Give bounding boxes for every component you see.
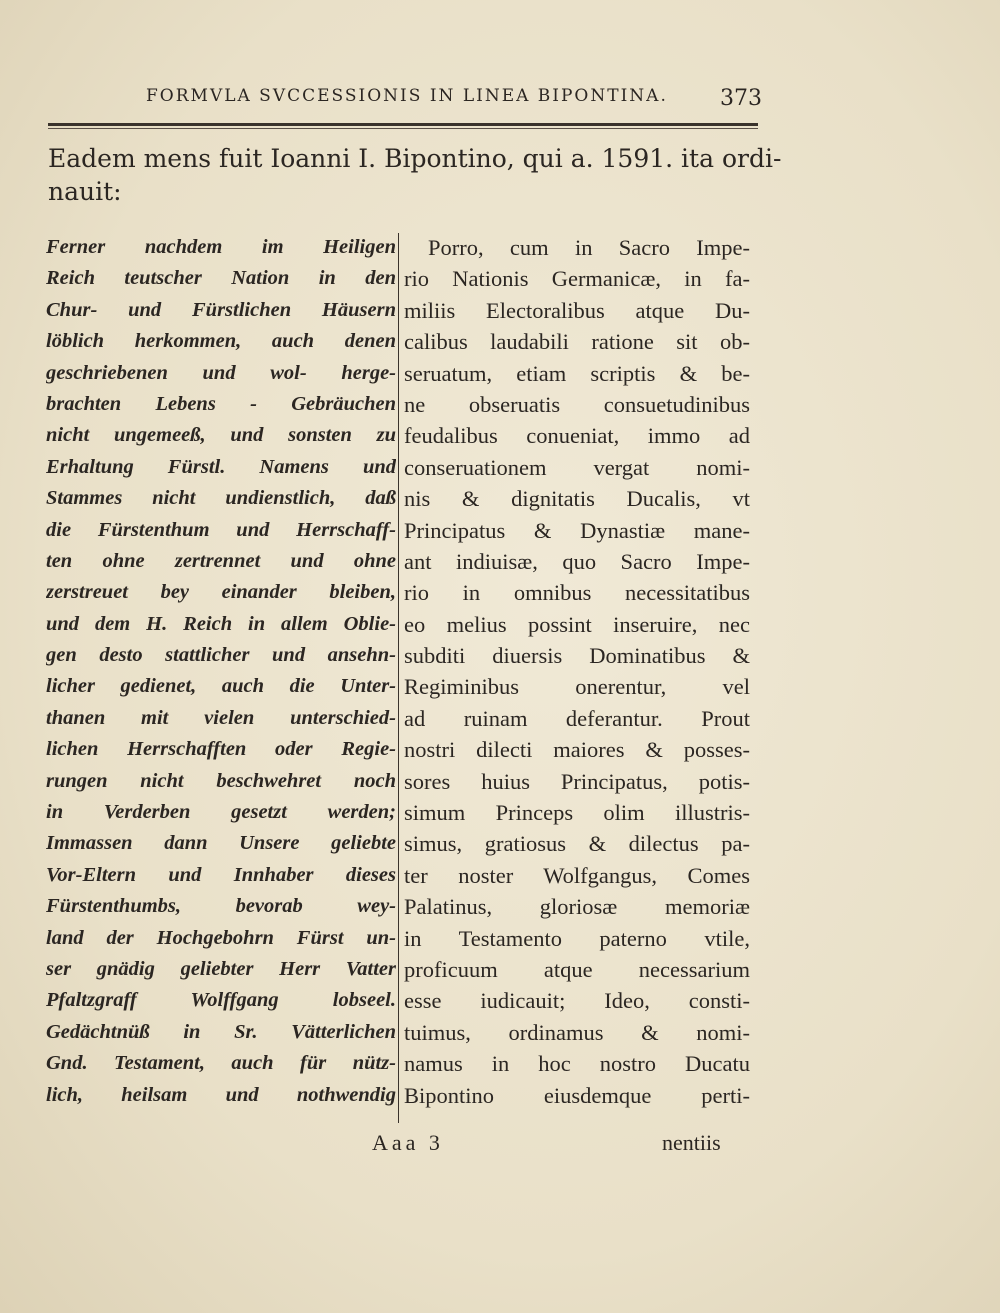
german-text-line: Ferner nachdem im Heiligen <box>46 236 396 258</box>
latin-text-column <box>404 232 750 1111</box>
column-divider <box>398 233 399 1123</box>
intro-line-2: nauit: <box>48 177 122 206</box>
german-text-line: gen desto stattlicher und ansehn- <box>46 644 396 667</box>
german-text-line: brachten Lebens - Gebräuchen <box>46 392 396 415</box>
german-text-line: thanen mit vielen unterschied- <box>46 706 396 729</box>
latin-text-line: ne obseruatis consuetudinibus <box>404 391 750 417</box>
latin-text-line: conseruationem vergat nomi- <box>404 454 750 480</box>
latin-text-line: sores huius Principatus, potis- <box>404 768 750 794</box>
german-text-column <box>46 232 396 1111</box>
german-text-line: zerstreuet bey einander bleiben, <box>46 581 396 604</box>
german-text-line: Gnd. Testament, auch für nütz- <box>46 1052 396 1075</box>
german-text-line: lich, heilsam und nothwendig <box>46 1083 396 1106</box>
latin-text-line: seruatum, etiam scriptis & be- <box>404 360 750 386</box>
latin-text-line: simum Princeps olim illustris- <box>404 800 750 826</box>
latin-text-line: nis & dignitatis Ducalis, vt <box>404 486 750 512</box>
latin-text-line: eo melius possint inseruire, nec <box>404 611 750 637</box>
latin-text-line: proficuum atque necessarium <box>404 956 750 982</box>
german-text-line: Stammes nicht undienstlich, daß <box>46 487 396 510</box>
catchword: nentiis <box>662 1130 721 1155</box>
latin-text-line: rio Nationis Germanicæ, in fa- <box>404 266 750 292</box>
german-text-line: Immassen dann Unsere geliebte <box>46 832 396 855</box>
german-text-line: Fürstenthumbs, bevorab wey- <box>46 895 396 918</box>
german-text-line: land der Hochgebohrn Fürst un- <box>46 926 396 949</box>
german-text-line: lichen Herrschafften oder Regie- <box>46 738 396 761</box>
latin-text-line: subditi diuersis Dominatibus & <box>404 643 750 669</box>
german-text-line: die Fürstenthum und Herrschaff- <box>46 518 396 541</box>
german-text-line: rungen nicht beschwehret noch <box>46 769 396 792</box>
latin-text-line: tuimus, ordinamus & nomi- <box>404 1019 750 1045</box>
latin-text-line: simus, gratiosus & dilectus pa- <box>404 831 750 857</box>
latin-text-line: Porro, cum in Sacro Impe- <box>428 235 750 260</box>
latin-text-line: calibus laudabili ratione sit ob- <box>404 329 750 355</box>
latin-text-line: namus in hoc nostro Ducatu <box>404 1051 750 1077</box>
latin-text-line: ad ruinam deferantur. Prout <box>404 705 750 731</box>
page-number: 373 <box>720 86 762 111</box>
german-text-line: Chur- und Fürstlichen Häusern <box>46 298 396 321</box>
signature-mark: Aaa 3 <box>372 1130 444 1155</box>
header-rule <box>48 123 758 129</box>
latin-text-line: Bipontino eiusdemque perti- <box>404 1082 750 1108</box>
latin-text-line: Palatinus, gloriosæ memoriæ <box>404 894 750 920</box>
page-header-title: FORMVLA SVCCESSIONIS IN LINEA BIPONTINA. <box>146 86 668 106</box>
german-text-line: Reich teutscher Nation in den <box>46 267 396 290</box>
latin-text-line: esse iudicauit; Ideo, consti- <box>404 988 750 1014</box>
latin-text-line: nostri dilecti maiores & posses- <box>404 737 750 763</box>
german-text-line: und dem H. Reich in allem Oblie- <box>46 612 396 635</box>
german-text-line: ten ohne zertrennet und ohne <box>46 549 396 572</box>
german-text-line: nicht ungemeeß, und sonsten zu <box>46 424 396 447</box>
latin-text-line: in Testamento paterno vtile, <box>404 925 750 951</box>
latin-text-line: Principatus & Dynastiæ mane- <box>404 517 750 543</box>
latin-text-line: ter noster Wolfgangus, Comes <box>404 862 750 888</box>
german-text-line: in Verderben gesetzt werden; <box>46 801 396 824</box>
german-text-line: geschriebenen und wol- herge- <box>46 361 396 384</box>
latin-text-line: rio in omnibus necessitatibus <box>404 580 750 606</box>
german-text-line: ser gnädig geliebter Herr Vatter <box>46 957 396 980</box>
latin-text-line: miliis Electoralibus atque Du- <box>404 297 750 323</box>
german-text-line: Erhaltung Fürstl. Namens und <box>46 455 396 478</box>
intro-line-1: Eadem mens fuit Ioanni I. Bipontino, qui a. 1591. ita ordi- <box>48 144 782 173</box>
german-text-line: Vor-Eltern und Innhaber dieses <box>46 863 396 886</box>
german-text-line: licher gedienet, auch die Unter- <box>46 675 396 698</box>
latin-text-line: Regiminibus onerentur, vel <box>404 674 750 700</box>
german-text-line: Gedächtnüß in Sr. Vätterlichen <box>46 1020 396 1043</box>
latin-text-line: feudalibus conueniat, immo ad <box>404 423 750 449</box>
german-text-line: löblich herkommen, auch denen <box>46 330 396 353</box>
latin-text-line: ant indiuisæ, quo Sacro Impe- <box>404 548 750 574</box>
german-text-line: Pfaltzgraff Wolffgang lobseel. <box>46 989 396 1012</box>
